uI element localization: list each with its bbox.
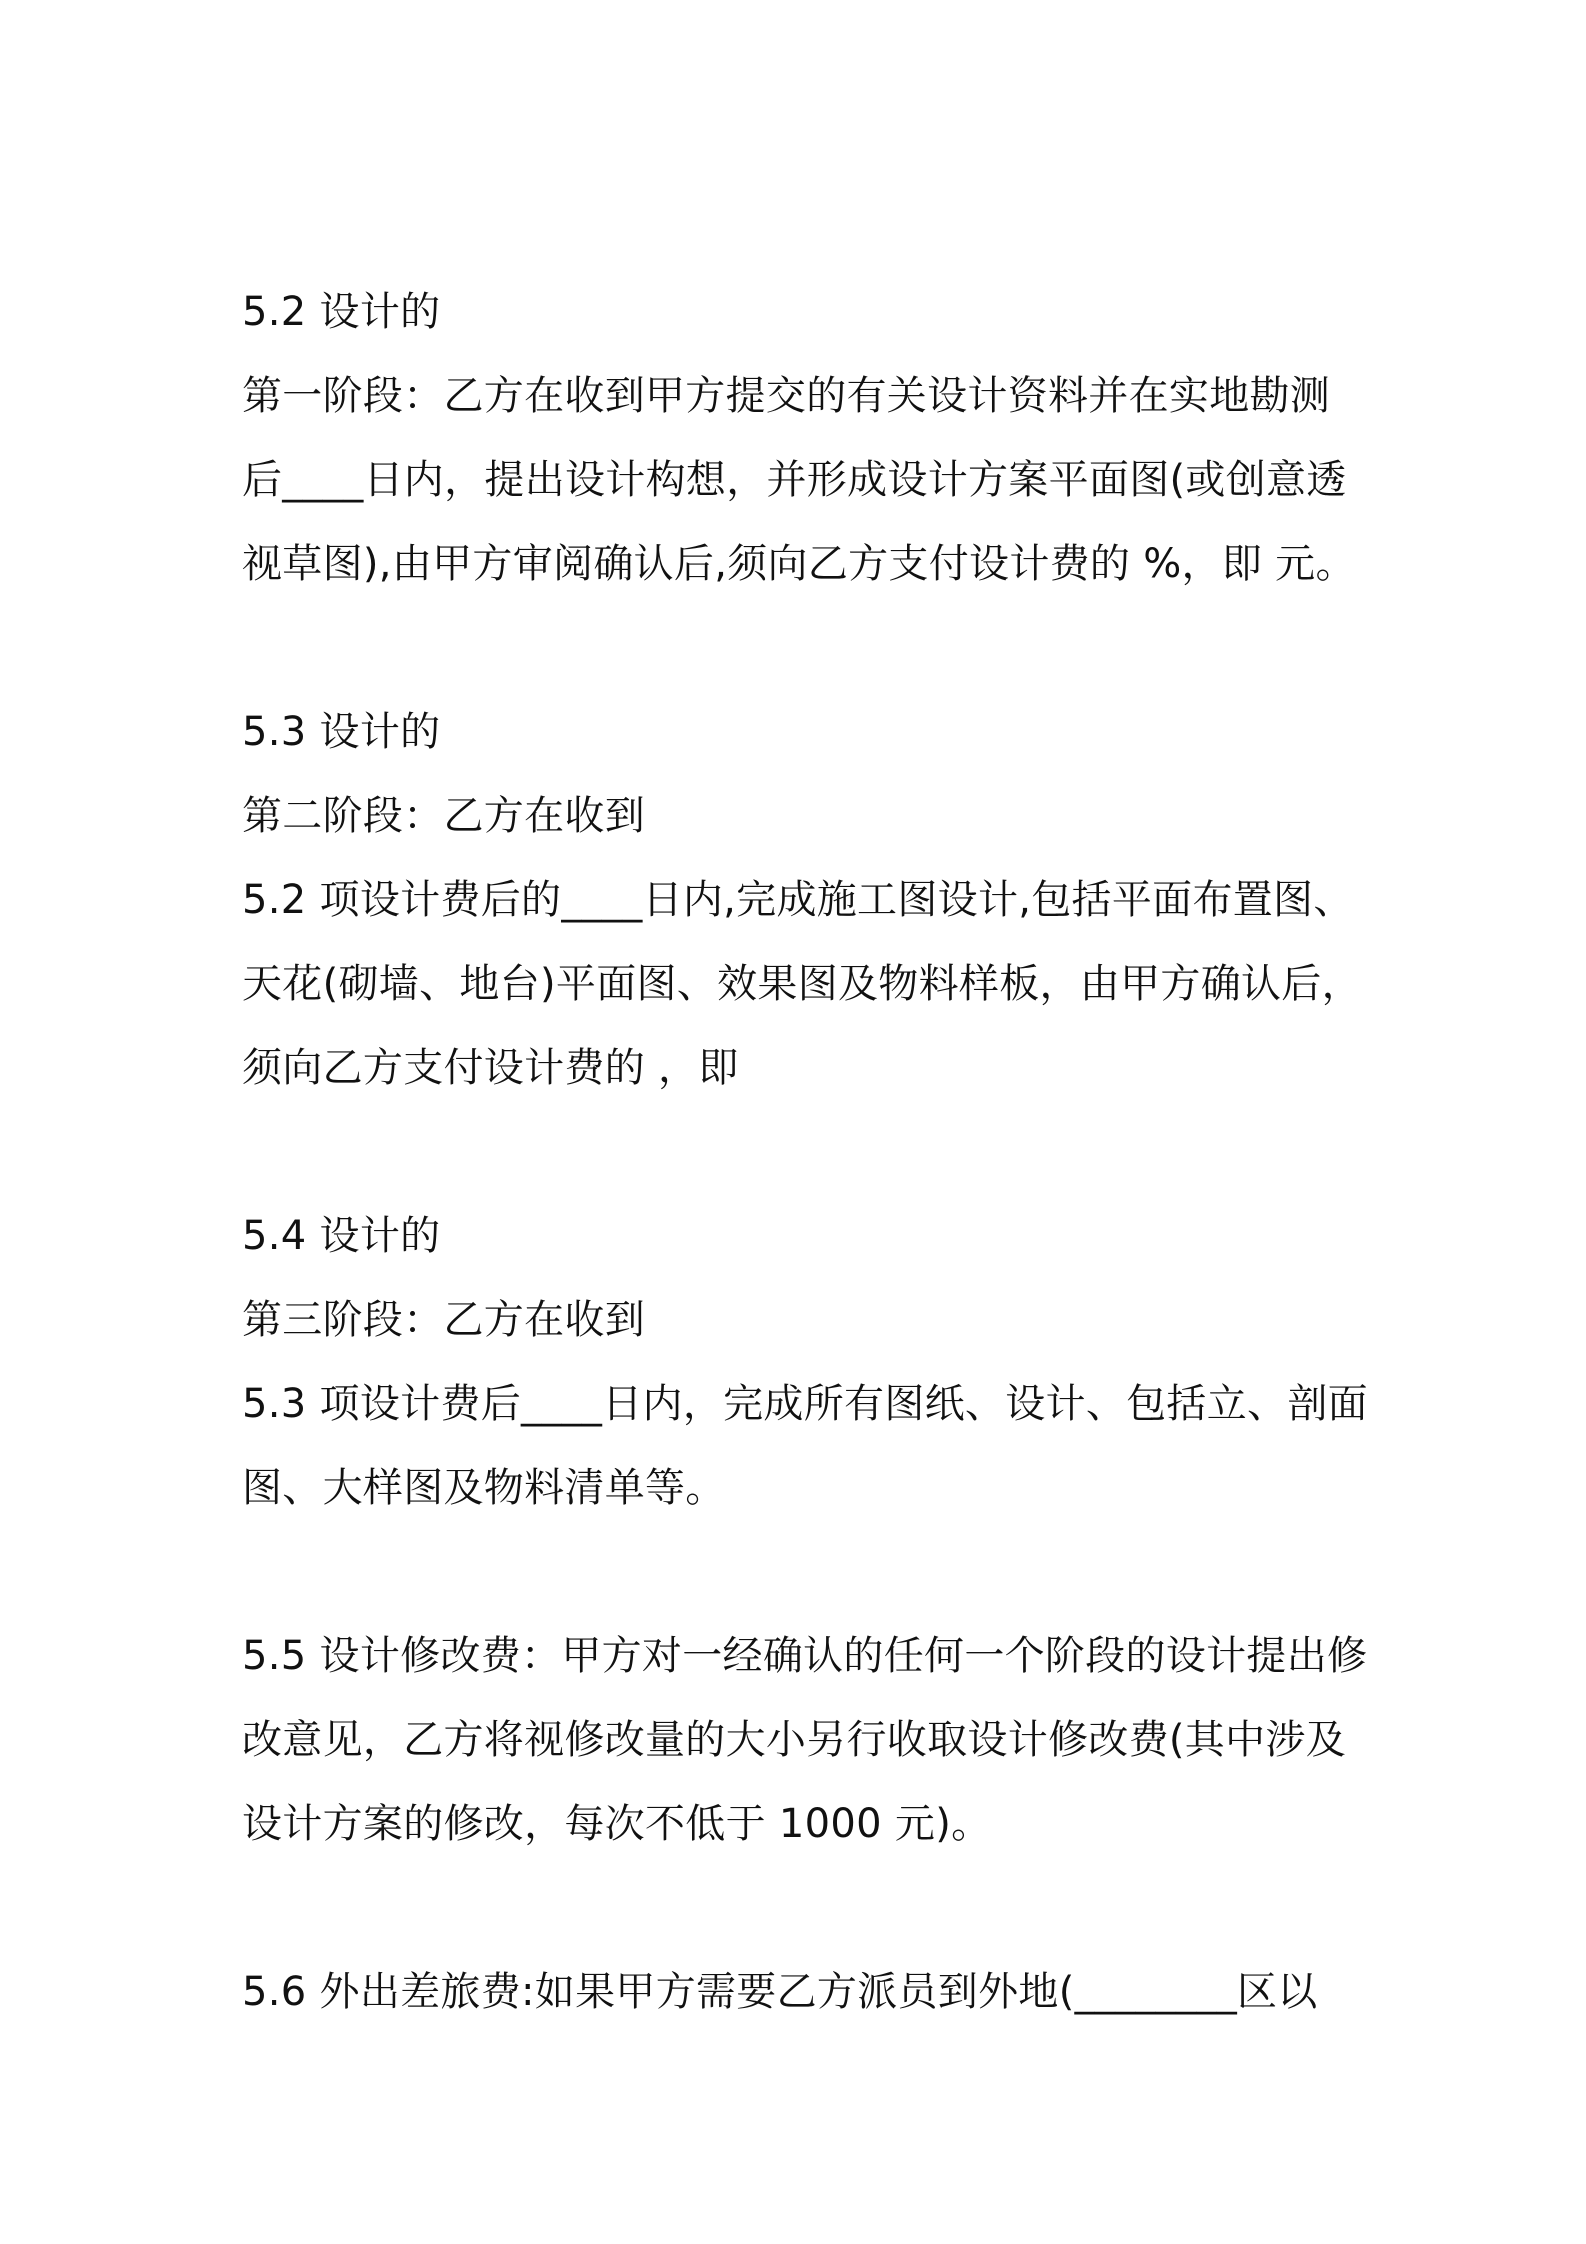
paragraph-line: 第二阶段：乙方在收到 [242,793,645,839]
paragraph-line: 第一阶段：乙方在收到甲方提交的有关设计资料并在实地勘测 [242,373,1331,419]
paragraph-line: 5.3 项设计费后____日内，完成所有图纸、设计、包括立、剖面 [242,1381,1368,1427]
paragraph-line: 设计方案的修改，每次不低于 1000 元)。 [242,1801,992,1847]
heading-5-4: 5.4 设计的 [242,1213,441,1259]
heading-5-2: 5.2 设计的 [242,289,441,335]
paragraph-line: 图、大样图及物料清单等。 [242,1465,726,1511]
paragraph-line: 视草图),由甲方审阅确认后,须向乙方支付设计费的 %，即 元。 [242,541,1356,587]
paragraph-line: 5.2 项设计费后的____日内,完成施工图设计,包括平面布置图、 [242,877,1354,923]
paragraph-5-5: 5.5 设计修改费：甲方对一经确认的任何一个阶段的设计提出修 [242,1633,1368,1679]
paragraph-line: 后____日内，提出设计构想，并形成设计方案平面图(或创意透 [242,457,1347,503]
paragraph-5-6: 5.6 外出差旅费:如果甲方需要乙方派员到外地(________区以 [242,1969,1318,2015]
heading-5-3: 5.3 设计的 [242,709,441,755]
paragraph-line: 第三阶段：乙方在收到 [242,1297,645,1343]
paragraph-line: 天花(砌墙、地台)平面图、效果图及物料样板，由甲方确认后， [242,961,1362,1007]
paragraph-line: 改意见，乙方将视修改量的大小另行收取设计修改费(其中涉及 [242,1717,1347,1763]
paragraph-line: 须向乙方支付设计费的 ，即 [242,1045,739,1091]
